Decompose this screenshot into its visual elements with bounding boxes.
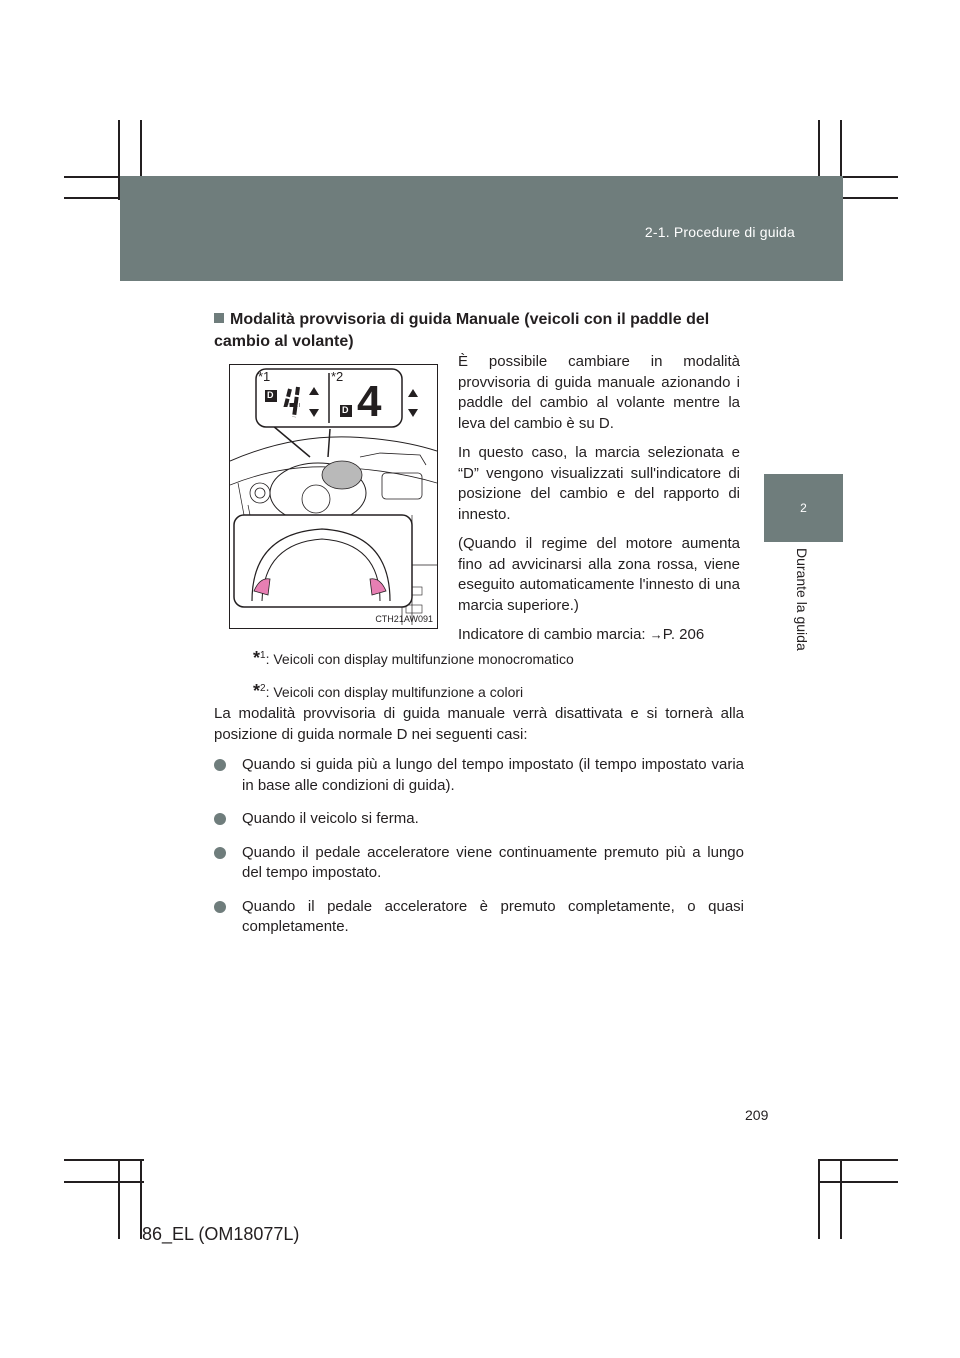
list-item <box>214 843 744 884</box>
list-item-text: Quando il pedale acceleratore è premuto completamente, o quasi completamente. <box>242 897 744 935</box>
crop-mark <box>818 1159 898 1161</box>
bullet-dot-icon <box>214 847 226 859</box>
callout-1: *1 <box>258 369 271 384</box>
header-band <box>120 176 843 281</box>
gear-color-digit: 4 <box>357 377 382 426</box>
callout-2-label <box>331 369 343 384</box>
footnotes <box>253 646 574 712</box>
reference-label: Indicatore di cambio marcia: <box>458 626 646 643</box>
mode-label-color: D <box>342 405 349 415</box>
callout-1-label <box>258 369 270 384</box>
document-code: 86_EL (OM18077L) <box>142 1224 300 1244</box>
footnote-number: 1 <box>260 650 266 661</box>
paddle-shift-illustration <box>229 364 438 629</box>
cross-reference <box>458 625 740 646</box>
bullet-dot-icon <box>214 901 226 913</box>
footnote-number: 2 <box>260 683 266 694</box>
callout-2: *2 <box>331 369 344 384</box>
mode-label-mono: D <box>267 390 274 400</box>
list-item-text: Quando il pedale acceleratore viene continuamente premuto più a lungo del tempo impostato. <box>242 843 744 881</box>
list-item-text: Quando il veicolo si ferma. <box>242 810 419 827</box>
list-item <box>214 755 744 796</box>
crop-mark <box>840 1159 842 1239</box>
list-item <box>214 897 744 938</box>
bullet-dot-icon <box>214 813 226 825</box>
intro-paragraph: La modalità provvisoria di guida manuale verrà disattivata e si tornerà alla posizione di guida normale D nei seguenti casi: <box>214 705 744 743</box>
list-item <box>214 809 744 830</box>
asterisk-mark: * <box>253 681 261 701</box>
paragraph: È possibile cambiare in modalità provvisoria di guida manuale azionando i paddle del cambio al volante mentre la leva del cambio è su D. <box>458 353 740 432</box>
figure-code: CTH21AW091 <box>375 614 433 624</box>
asterisk-mark: * <box>253 648 261 668</box>
main-text <box>214 704 744 951</box>
crop-mark <box>64 1159 144 1161</box>
footnote-text: : Veicoli con display multifunzione monocromatico <box>265 651 574 667</box>
crop-mark <box>64 1181 144 1183</box>
footnote <box>253 646 574 669</box>
heading-text: Modalità provvisoria di guida Manuale (veicoli con il paddle del cambio al volante) <box>214 311 710 350</box>
crop-mark <box>118 1159 120 1239</box>
crop-mark <box>818 1159 820 1239</box>
dashboard-drawing <box>230 365 437 628</box>
paragraph: (Quando il regime del motore aumenta fino ad avvicinarsi alla zona rossa, viene eseguito automaticamente l'innesto di una marcia superiore.) <box>458 535 740 614</box>
arrow-right-icon: → <box>649 627 663 642</box>
footnote <box>253 679 574 702</box>
square-bullet-icon <box>214 313 224 323</box>
section-label: 2-1. Procedure di guida <box>644 224 795 240</box>
bullet-dot-icon <box>214 759 226 771</box>
page-number: 209 <box>745 1107 769 1123</box>
chapter-title: Durante la guida <box>794 548 810 651</box>
reference-page-link[interactable]: P. 206 <box>662 626 705 643</box>
chapter-number-tab: 2 <box>764 474 843 542</box>
crop-mark <box>818 1181 898 1183</box>
footnote-text: : Veicoli con display multifunzione a colori <box>265 684 524 700</box>
paragraph: In questo caso, la marcia selezionata e “D” vengono visualizzati sull'indicatore di posizione del cambio e del rapporto di innesto. <box>458 444 740 523</box>
figure-description <box>458 352 740 655</box>
list-item-text: Quando si guida più a lungo del tempo impostato (il tempo impostato varia in base alle condizioni di guida). <box>242 756 744 794</box>
section-heading <box>214 309 744 353</box>
